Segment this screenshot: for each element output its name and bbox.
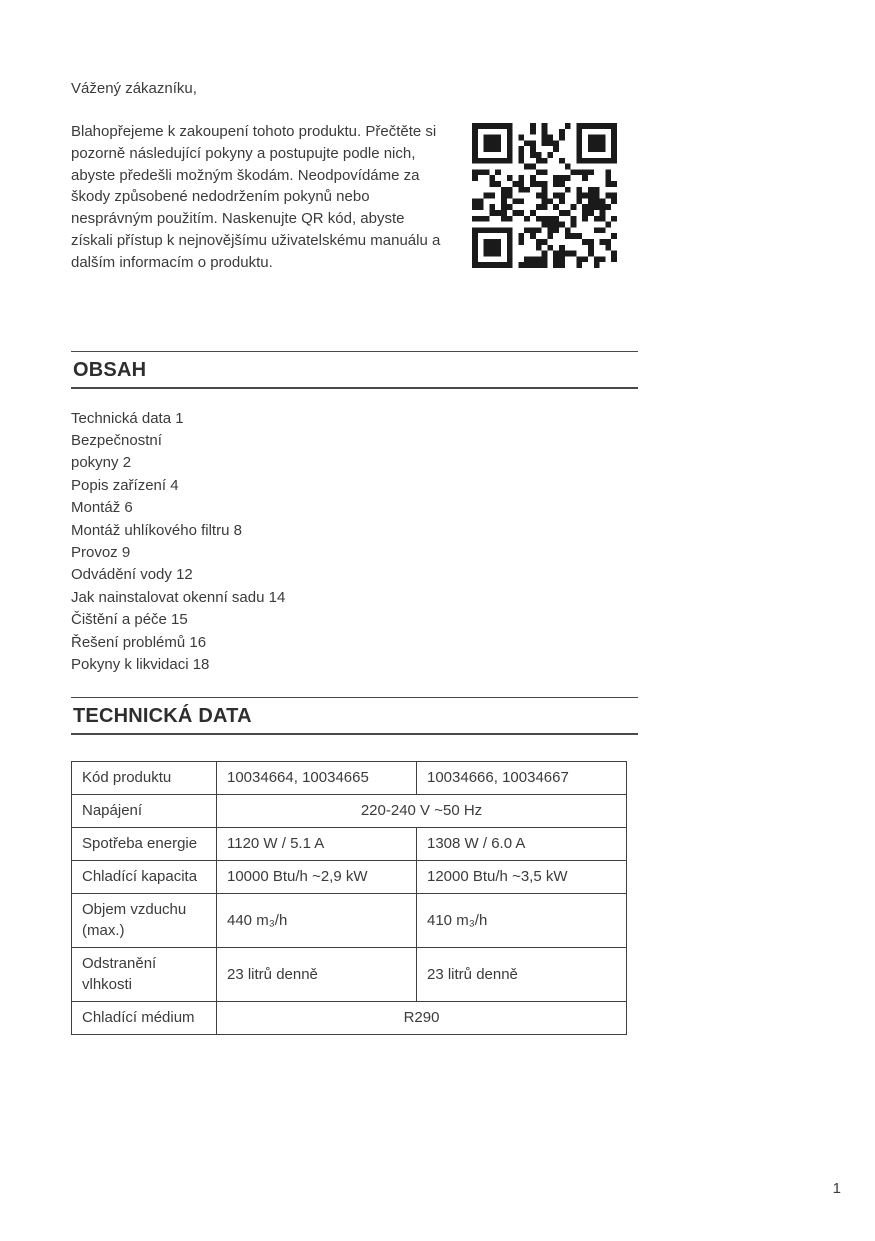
toc-item: Montáž 6 xyxy=(71,499,133,517)
toc-section-heading xyxy=(71,351,638,389)
intro-paragraph: Blahopřejeme k zakoupení tohoto produktu. Přečtěte si pozorně následující pokyny a postupujte podle nich, abyste předešli možným škodám. Neodpovídáme za škody způsobené nedodržením pokynů nebo nesprávným použitím. Naskenujte QR kód, abyste získali přístup k nejnovějšímu uživatelskému manuálu a dalším informacím o produktu. xyxy=(71,123,441,271)
row-value-right: 23 litrů denně xyxy=(417,948,627,1002)
row-value-right: 410 m₃/h xyxy=(417,894,627,948)
row-value-left: 23 litrů denně xyxy=(217,948,417,1002)
table-row xyxy=(72,762,627,795)
toc-item: Odvádění vody 12 xyxy=(71,566,193,584)
toc-item: pokyny 2 xyxy=(71,454,132,472)
table-row xyxy=(72,861,627,894)
row-value-left: 10034664, 10034665 xyxy=(217,762,417,795)
technical-data-table xyxy=(71,761,627,1035)
toc-item: Provoz 9 xyxy=(71,544,131,562)
page-number: 1 xyxy=(832,1180,841,1197)
row-label: Spotřeba energie xyxy=(72,828,217,861)
toc-heading: OBSAH xyxy=(73,358,147,381)
row-label: Chladící médium xyxy=(72,1002,217,1035)
row-value-left: 1120 W / 5.1 A xyxy=(217,828,417,861)
technical-section-heading xyxy=(71,697,638,735)
qr-code xyxy=(472,123,617,268)
row-label: Odstranění vlhkosti xyxy=(72,948,217,1002)
qr-code-image xyxy=(472,123,617,268)
row-label: Napájení xyxy=(72,795,217,828)
toc-item: Bezpečnostní xyxy=(71,431,162,449)
technical-heading: TECHNICKÁ DATA xyxy=(73,705,252,728)
toc-item: Jak nainstalovat okenní sadu 14 xyxy=(71,588,286,606)
table-row xyxy=(72,795,627,828)
row-label: Objem vzduchu (max.) xyxy=(72,894,217,948)
toc-item: Montáž uhlíkového filtru 8 xyxy=(71,521,242,539)
table-row xyxy=(72,948,627,1002)
toc-item: Popis zařízení 4 xyxy=(71,476,179,494)
greeting-text: Vážený zákazníku, xyxy=(71,80,197,97)
row-label: Kód produktu xyxy=(72,762,217,795)
row-value-left: 440 m₃/h xyxy=(217,894,417,948)
row-value-span: R290 xyxy=(217,1002,627,1035)
toc-item: Čištění a péče 15 xyxy=(71,611,188,629)
table-row xyxy=(72,1002,627,1035)
toc-item: Řešení problémů 16 xyxy=(71,633,207,651)
toc-item: Technická data 1 xyxy=(71,409,184,427)
row-value-span: 220-240 V ~50 Hz xyxy=(217,795,627,828)
toc-list xyxy=(71,408,875,677)
row-value-left: 10000 Btu/h ~2,9 kW xyxy=(217,861,417,894)
row-value-right: 10034666, 10034667 xyxy=(417,762,627,795)
intro-section xyxy=(71,121,617,274)
table-row xyxy=(72,828,627,861)
table-row xyxy=(72,894,627,948)
toc-item: Pokyny k likvidaci 18 xyxy=(71,656,210,674)
row-label: Chladící kapacita xyxy=(72,861,217,894)
row-value-right: 1308 W / 6.0 A xyxy=(417,828,627,861)
row-value-right: 12000 Btu/h ~3,5 kW xyxy=(417,861,627,894)
